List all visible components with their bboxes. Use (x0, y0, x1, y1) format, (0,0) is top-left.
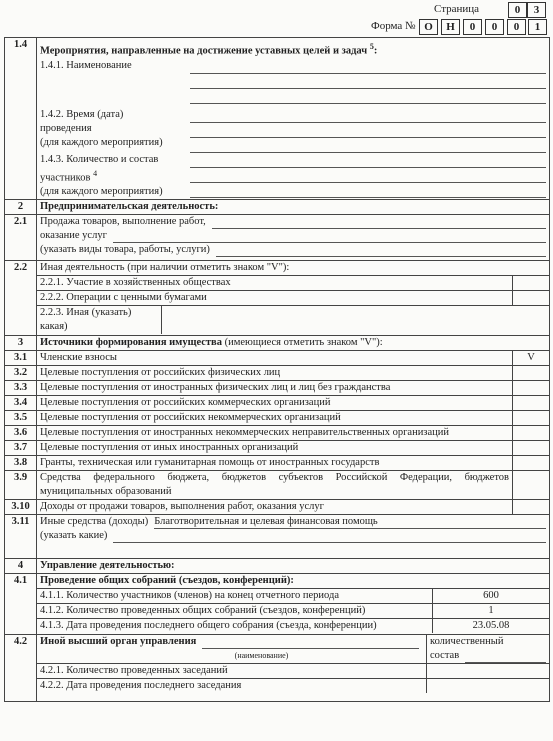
option-2-2-1[interactable]: 2.2.1. Участие в хозяйственных обществах (37, 276, 549, 291)
field-1-4-2[interactable] (40, 108, 546, 153)
report-form-table (4, 37, 550, 702)
option-2-2-2[interactable]: 2.2.2. Операции с ценными бумагами (37, 291, 549, 306)
income-source-row[interactable] (5, 426, 550, 441)
row-label: Доходы от продажи товаров, выполнения работ, оказания услуг (37, 500, 513, 514)
income-source-row[interactable] (5, 411, 550, 426)
check-mark[interactable] (513, 456, 549, 470)
income-source-row[interactable] (5, 351, 550, 366)
field-label: 1.4.1. Наименование (40, 59, 132, 71)
section-title: Управление деятельностью: (37, 559, 550, 574)
form-cell: 0 (485, 19, 504, 35)
row-label: Целевые поступления от российских некоммерческих организаций (37, 411, 513, 425)
check-mark[interactable] (513, 366, 549, 380)
row-label: Целевые поступления от иностранных некоммерческих неправительственных организаций (37, 426, 513, 440)
row-number: 2 (5, 200, 37, 215)
row-number: 4 (5, 559, 37, 574)
field-4-2-1[interactable]: 4.2.1. Количество проведенных заседаний (37, 664, 549, 679)
income-source-row[interactable] (5, 441, 550, 456)
row-number: 2.2 (5, 261, 37, 336)
field-2-2: Иная деятельность (при наличии отметить знаком "V"): 2.2.1. Участие в хозяйственных обществах 2.2.2. Операции с ценными бумагами 2.2.3. Иная (указать) какая) (37, 261, 550, 336)
income-source-row[interactable] (5, 366, 550, 381)
row-number: 3.4 (5, 396, 37, 411)
income-source-row[interactable] (5, 396, 550, 411)
row-number: 3 (5, 336, 37, 351)
field-label: 1.4.3. Количество и состав участников $^4$ (для каждого мероприятия) (40, 153, 163, 197)
row-number: 1.4 (5, 38, 37, 200)
form-cell: 1 (528, 19, 547, 35)
check-mark[interactable] (513, 471, 549, 499)
income-source-row[interactable] (5, 471, 550, 500)
page-cell: 3 (527, 2, 546, 18)
filled-value: Благотворительная и целевая финансовая помощь (154, 516, 378, 527)
field-3-11[interactable]: Иные средства (доходы) Благотворительная и целевая финансовая помощь (указать какие) (37, 515, 550, 559)
row-number: 2.1 (5, 215, 37, 261)
row-label: Членские взносы (37, 351, 513, 365)
field-4-2-size[interactable]: количественный состав (427, 635, 549, 663)
section-4-2 (37, 635, 550, 702)
row-label: Целевые поступления от иных иностранных организаций (37, 441, 513, 455)
check-mark[interactable] (513, 381, 549, 395)
field-2-1[interactable]: Продажа товаров, выполнение работ, оказание услуг (указать виды товара, работы, услуги) (37, 215, 550, 261)
page-cell: 0 (508, 2, 527, 18)
income-source-row[interactable] (5, 500, 550, 515)
form-header (0, 0, 553, 36)
section-title: Предпринимательская деятельность: (37, 200, 550, 215)
field-4-2-name[interactable]: Иной высший орган управления (наименование) (37, 635, 427, 663)
section-title: Источники формирования имущества (имеющиеся отметить знаком "V"): (37, 336, 550, 351)
row-number: 3.6 (5, 426, 37, 441)
field-label: 1.4.2. Время (дата) проведения (для каждого мероприятия) (40, 108, 163, 148)
form-cell: Н (441, 19, 460, 35)
row-number: 3.8 (5, 456, 37, 471)
income-source-row[interactable] (5, 456, 550, 471)
row-label: Целевые поступления от российских физических лиц (37, 366, 513, 380)
row-label: Средства федерального бюджета, бюджетов субъектов Российской Федерации, бюджетов муниципальных образований (37, 471, 513, 499)
field-4-1-2[interactable]: 4.1.2. Количество проведенных общих собраний (съездов, конференций) 1 (37, 604, 549, 619)
check-mark[interactable] (513, 426, 549, 440)
check-mark[interactable]: V (527, 352, 535, 363)
row-number: 3.7 (5, 441, 37, 456)
check-mark[interactable] (513, 411, 549, 425)
check-mark[interactable] (513, 441, 549, 455)
check-mark[interactable] (513, 396, 549, 410)
row-number: 3.9 (5, 471, 37, 500)
section-4-1: Проведение общих собраний (съездов, конференций): 4.1.1. Количество участников (членов) на конец отчетного периода 600 4.1.2. Количество проведенных общих собраний (съездов, конференций) 1 4.1.3. Дата проведения последнего общего собрания (съезда, конференции) 23.05.08 (37, 574, 550, 635)
form-cell: 0 (507, 19, 526, 35)
check-mark[interactable] (513, 500, 549, 514)
row-label: Целевые поступления от российских коммерческих организаций (37, 396, 513, 410)
income-source-row[interactable] (5, 381, 550, 396)
form-cell: 0 (463, 19, 482, 35)
section-1-4 (37, 38, 550, 200)
field-4-1-1[interactable]: 4.1.1. Количество участников (членов) на конец отчетного периода 600 (37, 589, 549, 604)
row-number: 3.1 (5, 351, 37, 366)
row-number: 4.2 (5, 635, 37, 702)
row-number: 4.1 (5, 574, 37, 635)
row-number: 3.3 (5, 381, 37, 396)
row-label: Целевые поступления от иностранных физических лиц и лиц без гражданства (37, 381, 513, 395)
row-number: 3.10 (5, 500, 37, 515)
section-title: Мероприятия, направленные на достижение уставных целей и задач $^5$: (40, 42, 378, 57)
field-1-4-1[interactable] (40, 59, 546, 104)
page-label: Страница (434, 3, 480, 15)
option-2-2-3[interactable]: 2.2.3. Иная (указать) какая) (37, 306, 549, 334)
form-label: Форма № (371, 20, 416, 32)
field-1-4-3[interactable] (40, 153, 546, 200)
row-number: 3.2 (5, 366, 37, 381)
row-number: 3.11 (5, 515, 37, 559)
row-label: Гранты, техническая или гуманитарная помощь от иностранных государств (37, 456, 513, 470)
form-cell: О (419, 19, 438, 35)
row-number: 3.5 (5, 411, 37, 426)
field-4-1-3[interactable]: 4.1.3. Дата проведения последнего общего собрания (съезда, конференции) 23.05.08 (37, 619, 549, 633)
field-4-2-2[interactable]: 4.2.2. Дата проведения последнего заседания (37, 679, 549, 693)
